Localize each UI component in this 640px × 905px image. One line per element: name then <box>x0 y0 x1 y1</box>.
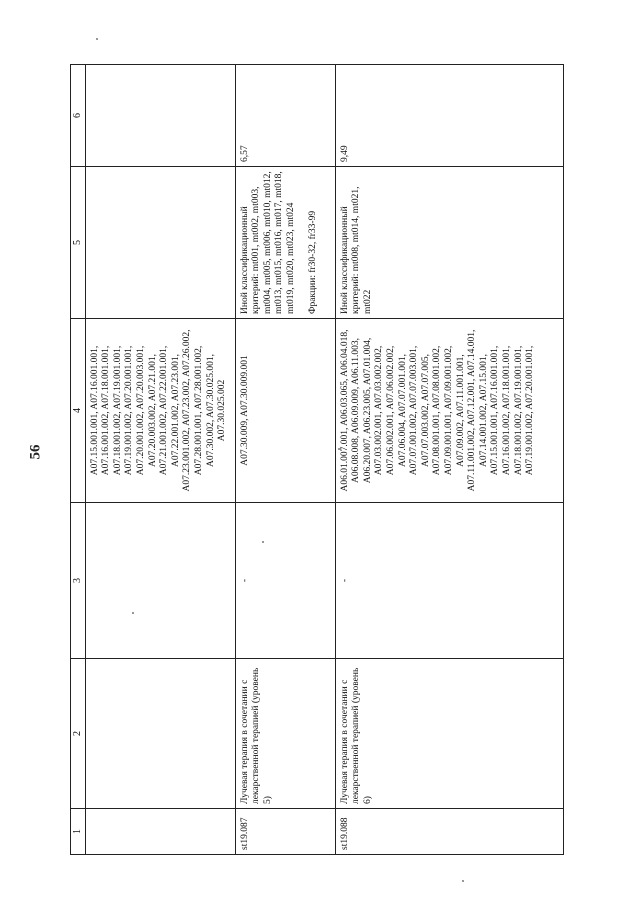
row-coef: 9,49 <box>335 65 563 167</box>
table-row <box>85 65 235 855</box>
row-code: st19.088 <box>335 809 563 855</box>
col-header-1: 1 <box>71 809 86 855</box>
row-name: Лучевая терапия в сочетании с лекарственной терапией (уровень 6) <box>335 659 563 809</box>
rotated-table-wrapper <box>70 65 564 855</box>
row-codes: A07.15.001.001, A07.16.001.001, A07.16.001.002, A07.18.001.001, A07.18.001.002, A07.19.001.001, A07.19.001.002, A07.20.001.001, A07.20.001.002, A07.20.003.001, A07.20.003.002, A07.21.001, A07.21.001.002, A07.22.001.001, A07.22.001.002, A07.23.001, A07.23.001.002, A07.23.002, A07.26.002, A07.28.001.001, A07.28.001.002, A07.30.002, A07.30.025.001, A07.30.025.002 <box>85 319 235 503</box>
row-col3 <box>85 503 235 659</box>
row-criteria: Иной классификационный критерий: mt001, mt002, mt003, mt004, mt005, mt006, mt010, mt012, mt013, mt015, mt016, mt017, mt018, mt019, mt020, mt023, mt024 <box>239 171 296 314</box>
row-criteria <box>85 167 235 319</box>
row-code: st19.087 <box>235 809 335 855</box>
col-header-2: 2 <box>71 659 86 809</box>
scan-speck <box>96 38 98 40</box>
row-coef: 6,57 <box>235 65 335 167</box>
row-col3: - <box>235 503 335 659</box>
table-row <box>335 65 563 855</box>
table-row <box>235 65 335 855</box>
row-codes: A07.30.009, A07.30.009.001 <box>235 319 335 503</box>
col-header-4: 4 <box>71 319 86 503</box>
row-criteria: Иной классификационный критерий: mt008, mt014, mt021, mt022 <box>335 167 563 319</box>
row-name: Лучевая терапия в сочетании с лекарственной терапией (уровень 5) <box>235 659 335 809</box>
row-coef <box>85 65 235 167</box>
row-col3: - <box>335 503 563 659</box>
header-row <box>71 65 86 855</box>
row-code <box>85 809 235 855</box>
page-number: 56 <box>27 444 44 460</box>
row-codes: A06.01.007.001, A06.03.065, A06.04.018, A06.08.008, A06.09.009, A06.11.003, A06.20.007, A06.23.005, A07.01.004, A07.03.002.001, A07.03.002.002, A07.06.002.001, A07.06.002.002, A07.06.004, A07.07.001.001, A07.07.001.002, A07.07.003.001, A07.07.003.002, A07.07.005, A07.08.001.001, A07.08.001.002, A07.09.001.001, A07.09.001.002, A07.09.002, A07.11.001.001, A07.11.001.002, A07.12.001, A07.14.001, A07.14.001.002, A07.15.001, A07.15.001.001, A07.16.001.001, A07.16.001.002, A07.18.001.001, A07.18.001.002, A07.19.001.001, A07.19.001.002, A07.20.001.001, <box>335 319 563 503</box>
row-fractions-note: Фракции: fr30-32, fr33-99 <box>307 210 318 314</box>
col-header-5: 5 <box>71 167 86 319</box>
tariff-table <box>70 64 564 855</box>
row-criteria-cell <box>235 167 335 319</box>
scan-speck <box>462 880 464 882</box>
row-name <box>85 659 235 809</box>
col-header-6: 6 <box>71 65 86 167</box>
col-header-3: 3 <box>71 503 86 659</box>
